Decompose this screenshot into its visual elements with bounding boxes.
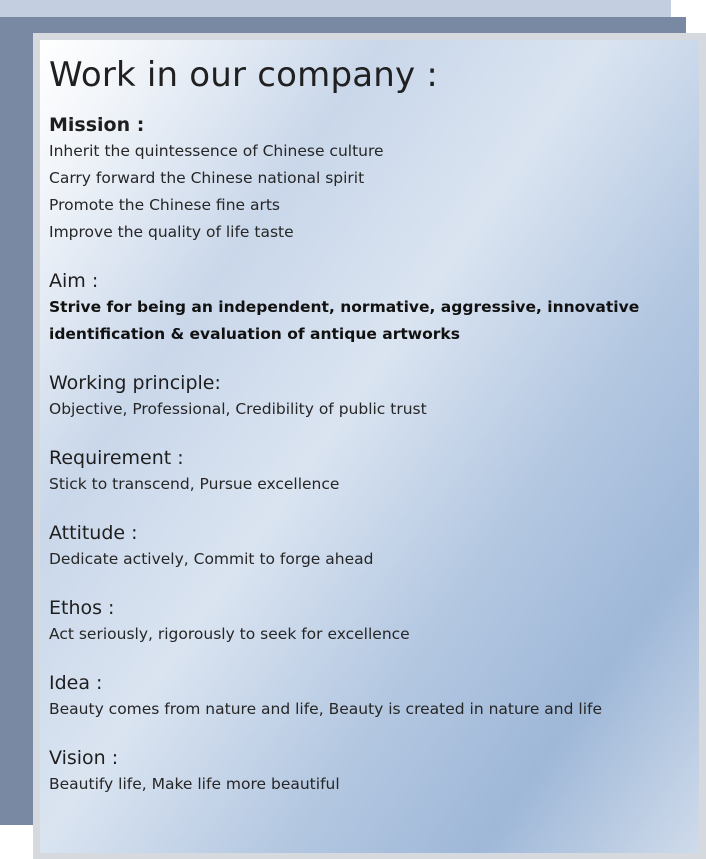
section-idea: [49, 670, 693, 723]
section-line: Strive for being an independent, normative, aggressive, innovative identification & evaluation of antique artworks: [49, 298, 640, 343]
section-line: Inherit the quintessence of Chinese culture: [49, 142, 384, 160]
section-working-principle: [49, 370, 693, 423]
section-line: Stick to transcend, Pursue excellence: [49, 475, 340, 493]
section-aim: [49, 268, 693, 348]
section-line: Dedicate actively, Commit to forge ahead: [49, 550, 374, 568]
section-line: Beauty comes from nature and life, Beauty is created in nature and life: [49, 700, 602, 718]
page-title: Work in our company :: [49, 55, 439, 95]
section-heading: Vision :: [49, 747, 119, 769]
section-line: Promote the Chinese fine arts: [49, 196, 281, 214]
section-requirement: [49, 445, 693, 498]
section-line: Carry forward the Chinese national spirit: [49, 169, 365, 187]
section-heading: Mission :: [49, 114, 145, 136]
section-line: Beautify life, Make life more beautiful: [49, 775, 340, 793]
section-attitude: [49, 520, 693, 573]
section-heading: Attitude :: [49, 522, 138, 544]
content: [49, 54, 693, 820]
section-vision: [49, 745, 693, 798]
section-line: Act seriously, rigorously to seek for excellence: [49, 625, 410, 643]
section-heading: Idea :: [49, 672, 103, 694]
section-heading: Aim :: [49, 270, 99, 292]
section-line: Objective, Professional, Credibility of public trust: [49, 400, 427, 418]
section-ethos: [49, 595, 693, 648]
section-mission: [49, 112, 693, 246]
section-heading: Working principle:: [49, 372, 221, 394]
section-heading: Ethos :: [49, 597, 115, 619]
section-line: Improve the quality of life taste: [49, 223, 294, 241]
content-panel: [40, 40, 699, 853]
section-heading: Requirement :: [49, 447, 184, 469]
